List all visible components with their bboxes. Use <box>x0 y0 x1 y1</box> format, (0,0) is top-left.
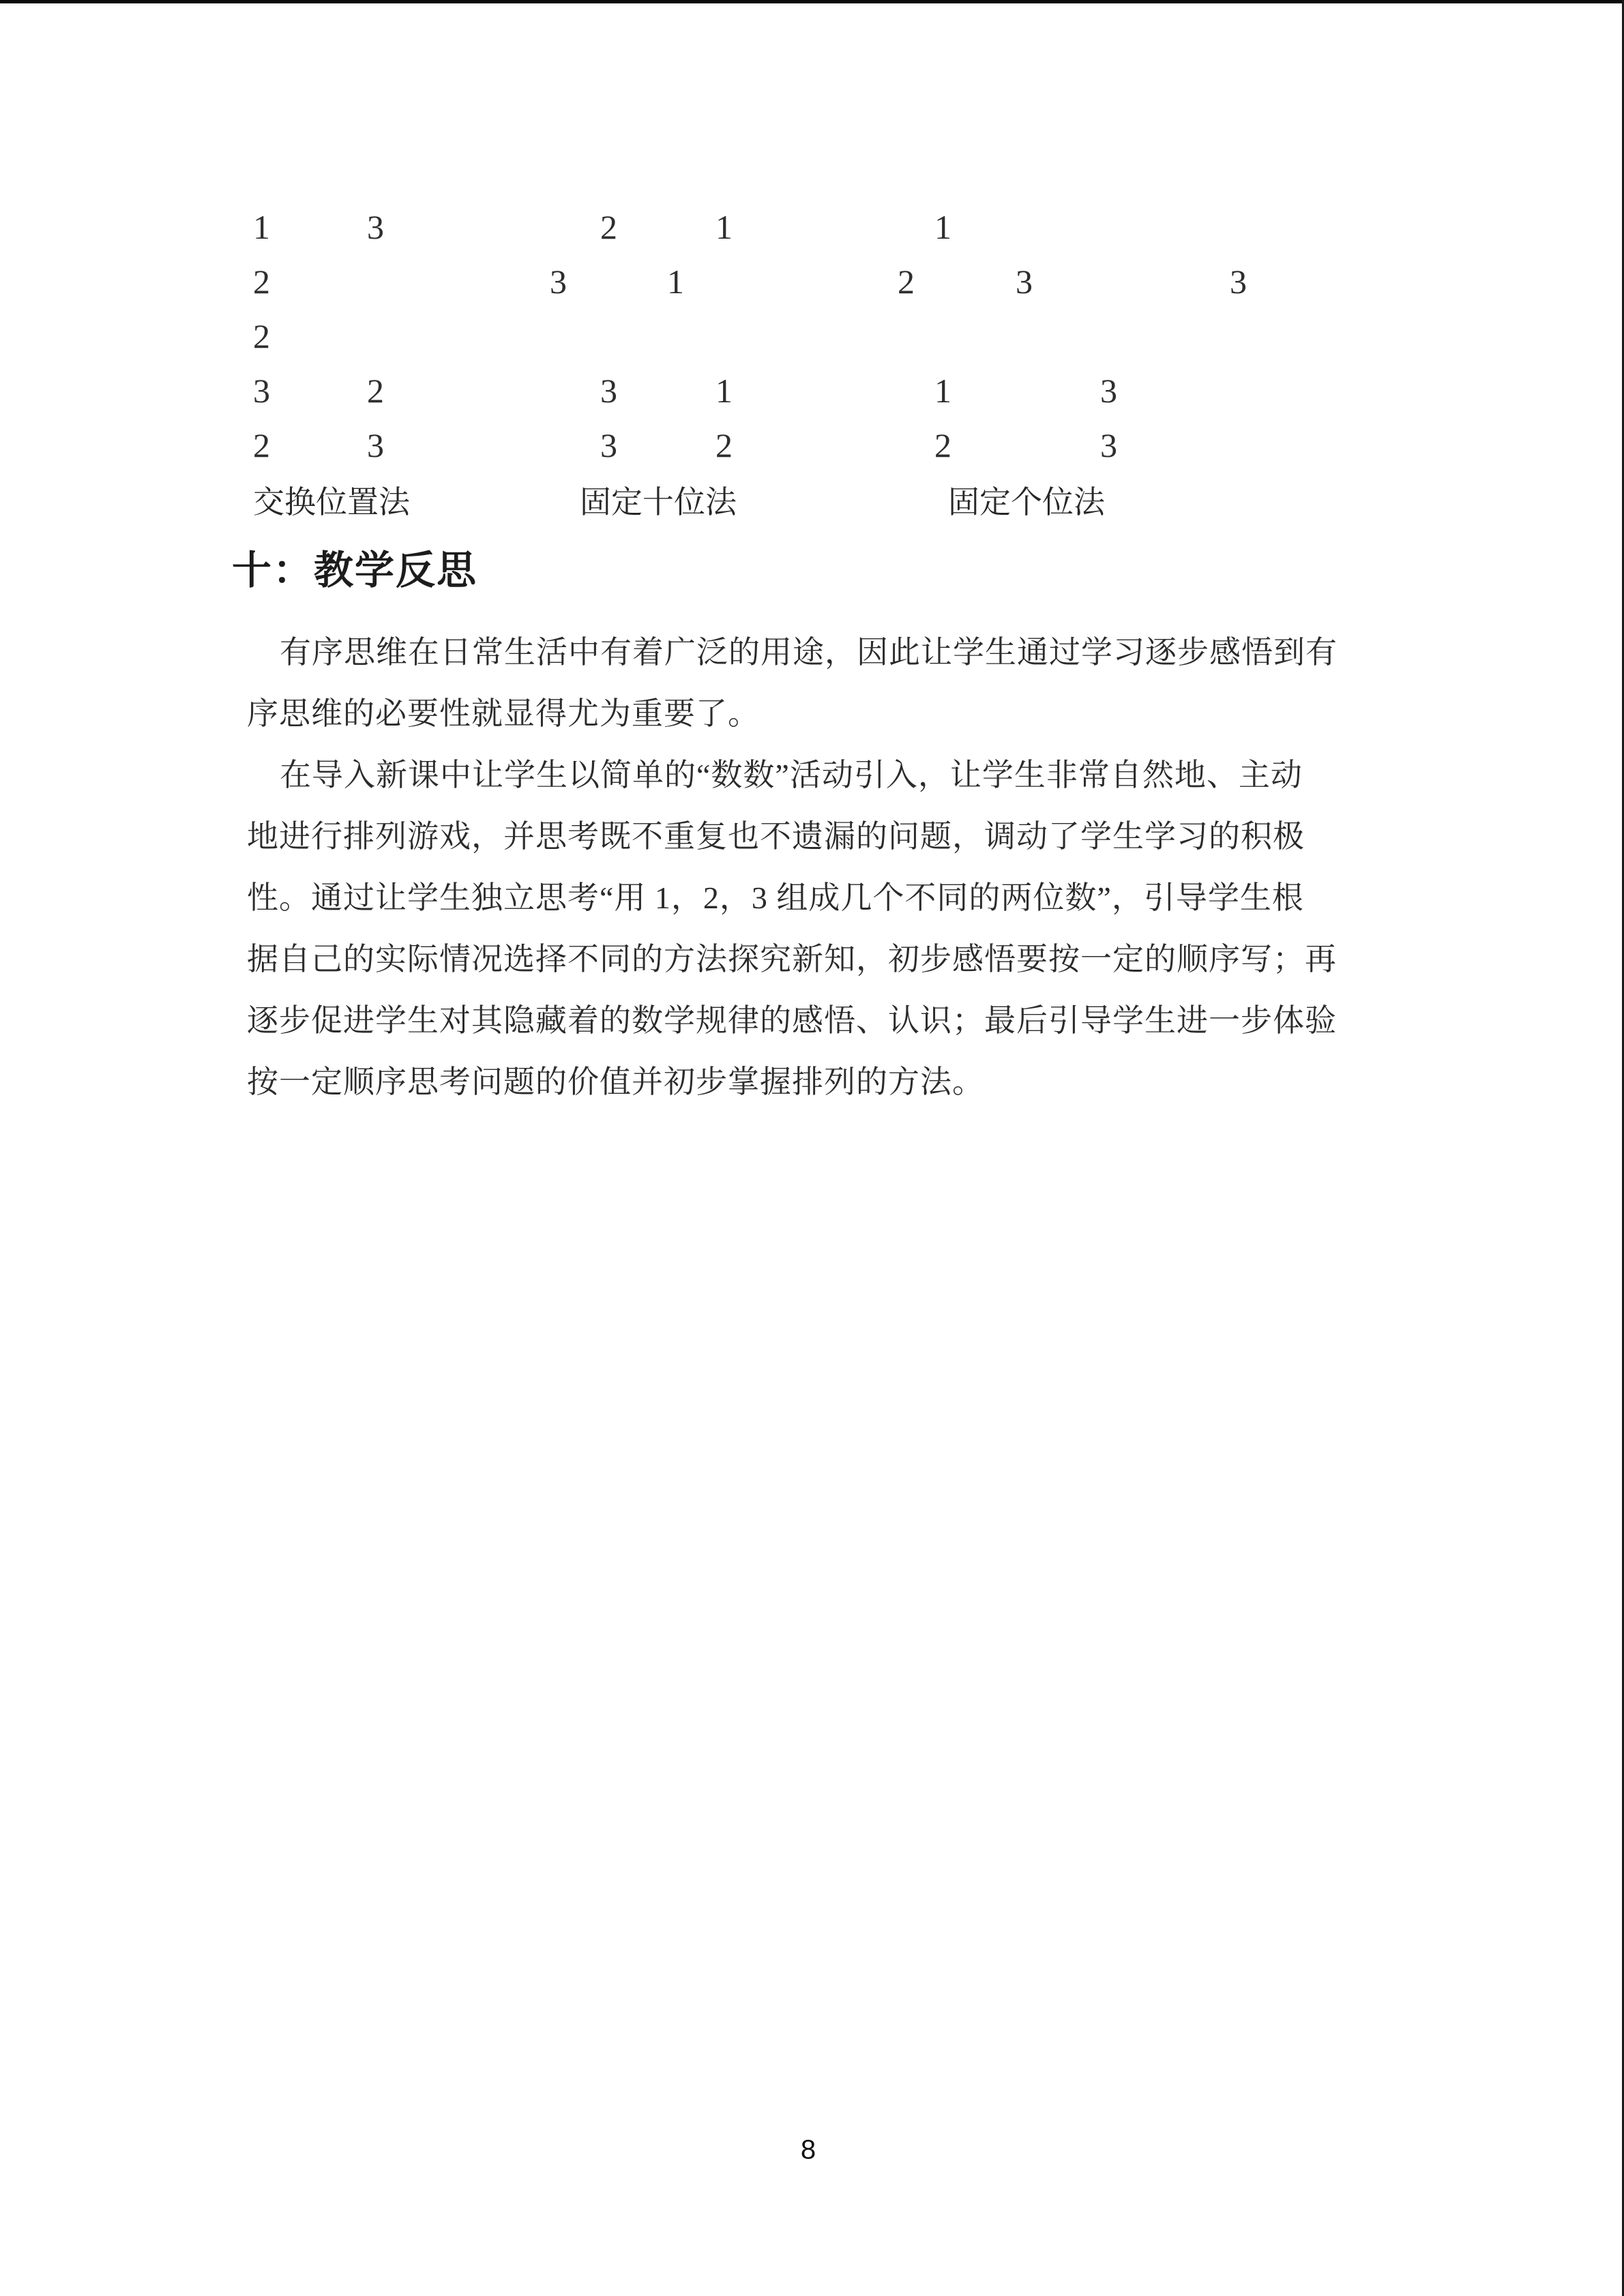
paragraph-line: 按一定顺序思考问题的价值并初步掌握排列的方法。 <box>247 1064 984 1099</box>
paragraph-line: 据自己的实际情况选择不同的方法探究新知，初步感悟要按一定的顺序写；再 <box>247 942 1337 976</box>
number-cell: 3 <box>1100 372 1117 410</box>
paragraph-line: 序思维的必要性就显得尤为重要了。 <box>247 696 760 731</box>
number-cell: 2 <box>253 263 270 301</box>
number-cell: 2 <box>898 263 915 301</box>
number-cell: 2 <box>600 208 617 246</box>
paragraph-line: 在导入新课中让学生以简单的“数数”活动引入，让学生非常自然地、主动 <box>280 758 1303 792</box>
page-number: 8 <box>800 2134 816 2165</box>
number-cell: 1 <box>715 208 733 246</box>
method-label: 固定十位法 <box>580 485 737 520</box>
number-cell: 3 <box>1016 263 1033 301</box>
number-cell: 1 <box>934 372 951 410</box>
number-cell: 3 <box>600 372 617 410</box>
number-cell: 2 <box>253 426 270 464</box>
method-label: 交换位置法 <box>253 485 410 520</box>
number-cell: 3 <box>367 208 384 246</box>
number-cell: 2 <box>367 372 384 410</box>
number-cell: 1 <box>715 372 733 410</box>
number-cell: 3 <box>600 426 617 464</box>
paragraph-line: 地进行排列游戏，并思考既不重复也不遗漏的问题，调动了学生学习的积极 <box>247 819 1305 854</box>
number-cell: 3 <box>367 426 384 464</box>
number-cell: 3 <box>1230 263 1247 301</box>
number-cell: 3 <box>253 372 270 410</box>
number-cell: 1 <box>667 263 684 301</box>
scan-edge-top <box>0 0 1624 3</box>
paragraph-line: 逐步促进学生对其隐藏着的数学规律的感悟、认识；最后引导学生进一步体验 <box>247 1003 1337 1038</box>
paragraph-line: 有序思维在日常生活中有着广泛的用途，因此让学生通过学习逐步感悟到有 <box>280 635 1338 670</box>
number-cell: 3 <box>1100 426 1117 464</box>
number-cell: 3 <box>550 263 567 301</box>
number-cell: 1 <box>253 208 270 246</box>
section-heading: 十：教学反思 <box>232 548 478 593</box>
number-cell: 2 <box>253 317 270 355</box>
paragraph-line: 性。通过让学生独立思考“用 1，2，3 组成几个不同的两位数”，引导学生根 <box>247 880 1304 915</box>
number-cell: 2 <box>934 426 951 464</box>
number-cell: 2 <box>715 426 733 464</box>
method-label: 固定个位法 <box>948 485 1105 520</box>
number-cell: 1 <box>934 208 951 246</box>
